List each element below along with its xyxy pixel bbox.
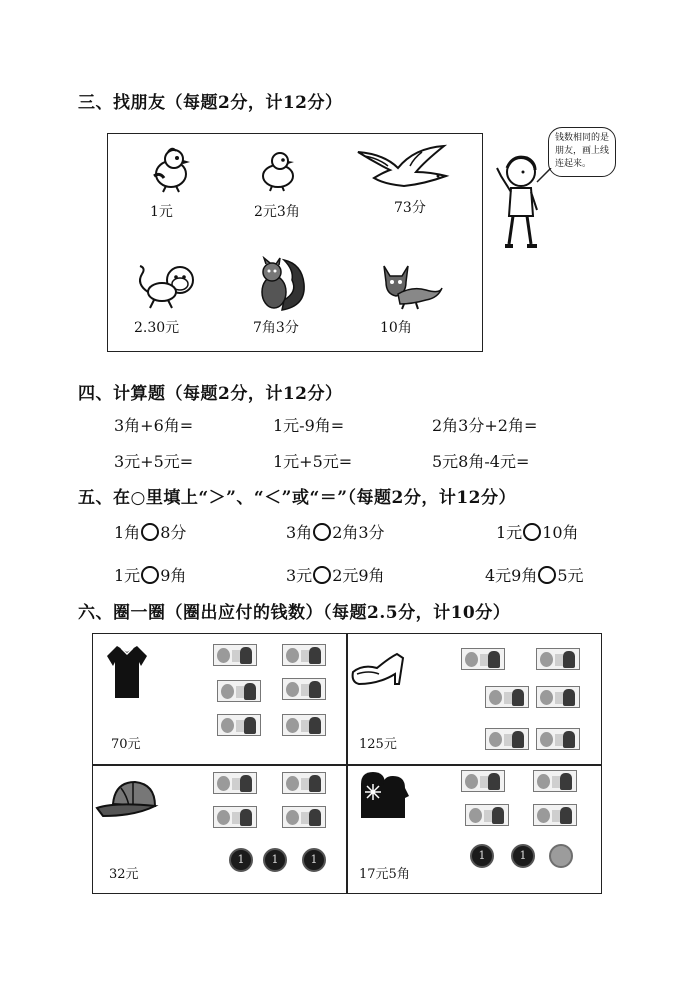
compare-right: 9角	[160, 566, 187, 585]
compare-item-3	[496, 520, 579, 543]
price-label-1: 70元	[111, 737, 141, 752]
compare-right: 10角	[542, 523, 579, 542]
coin-icon[interactable]	[470, 844, 494, 868]
banknote-icon[interactable]	[536, 728, 580, 750]
speech-tail	[535, 168, 553, 184]
chick-icon	[146, 146, 196, 194]
price-label-3: 32元	[109, 867, 139, 882]
compare-right: 5元	[557, 566, 584, 585]
banknote-icon[interactable]	[217, 680, 261, 702]
answer-circle[interactable]	[538, 566, 556, 584]
shoe-icon	[349, 650, 405, 690]
coin-label: 1	[271, 853, 279, 866]
compare-right: 8分	[160, 523, 187, 542]
compare-left: 1元	[496, 523, 523, 542]
animal-label-1: 1元	[150, 204, 173, 220]
animal-label-5: 7角3分	[253, 320, 299, 336]
compare-item-1	[114, 520, 186, 543]
coin-label: 1	[478, 849, 486, 862]
jiao-coin-icon[interactable]	[549, 844, 573, 868]
calc-2-1: 3元+5元=	[114, 452, 194, 471]
animal-label-4: 2.30元	[134, 320, 180, 336]
shirt-icon	[105, 644, 149, 700]
compare-left: 3元	[286, 566, 313, 585]
calc-1-2: 1元-9角=	[273, 416, 345, 435]
banknote-icon[interactable]	[461, 648, 505, 670]
calc-1-1: 3角+6角=	[114, 416, 194, 435]
price-label-2: 125元	[359, 737, 397, 752]
answer-circle[interactable]	[313, 523, 331, 541]
mittens-icon	[355, 770, 411, 820]
coin-label: 1	[310, 853, 318, 866]
coin-label: 1	[237, 853, 245, 866]
compare-left: 1角	[114, 523, 141, 542]
banknote-icon[interactable]	[282, 806, 326, 828]
compare-item-5	[286, 563, 385, 586]
banknote-icon[interactable]	[213, 644, 257, 666]
cat-icon	[376, 260, 446, 310]
banknote-icon[interactable]	[536, 686, 580, 708]
cap-icon	[95, 778, 159, 820]
boy-icon	[495, 150, 545, 252]
compare-left: 1元	[114, 566, 141, 585]
banknote-icon[interactable]	[536, 648, 580, 670]
banknote-icon[interactable]	[485, 728, 529, 750]
animal-label-2: 2元3角	[254, 204, 300, 220]
calc-1-3: 2角3分+2角=	[432, 416, 538, 435]
compare-item-2	[286, 520, 385, 543]
section4-heading: 四、计算题（每题2分，计12分）	[78, 384, 343, 404]
speech-line-3: 连起来。	[555, 159, 592, 169]
price-label-4: 17元5角	[359, 867, 410, 882]
banknote-icon[interactable]	[485, 686, 529, 708]
banknote-icon[interactable]	[217, 714, 261, 736]
calc-2-3: 5元8角-4元=	[432, 452, 530, 471]
coin-icon[interactable]	[229, 848, 253, 872]
money-grid	[92, 633, 602, 894]
banknote-icon[interactable]	[282, 772, 326, 794]
compare-right: 2元9角	[332, 566, 385, 585]
monkey-icon	[134, 262, 200, 310]
banknote-icon[interactable]	[465, 804, 509, 826]
answer-circle[interactable]	[141, 566, 159, 584]
banknote-icon[interactable]	[461, 770, 505, 792]
banknote-icon[interactable]	[282, 644, 326, 666]
coin-icon[interactable]	[302, 848, 326, 872]
animal-label-6: 10角	[380, 320, 412, 336]
grid-divider-h	[93, 764, 601, 766]
banknote-icon[interactable]	[213, 806, 257, 828]
coin-icon[interactable]	[263, 848, 287, 872]
chick-icon	[256, 148, 302, 192]
coin-label: 1	[519, 849, 527, 862]
animal-label-3: 73分	[394, 200, 426, 216]
section3-heading: 三、找朋友（每题2分，计12分）	[78, 93, 343, 113]
compare-item-4	[114, 563, 186, 586]
compare-left: 4元9角	[485, 566, 538, 585]
calc-2-2: 1元+5元=	[273, 452, 353, 471]
banknote-icon[interactable]	[533, 804, 577, 826]
compare-left: 3角	[286, 523, 313, 542]
answer-circle[interactable]	[523, 523, 541, 541]
banknote-icon[interactable]	[213, 772, 257, 794]
banknote-icon[interactable]	[533, 770, 577, 792]
speech-line-1: 钱数相同的是	[555, 133, 610, 143]
section5-heading: 五、在○里填上“＞”、“＜”或“＝”（每题2分，计12分）	[78, 488, 516, 508]
bird-icon	[354, 142, 452, 192]
answer-circle[interactable]	[313, 566, 331, 584]
speech-bubble	[548, 127, 616, 177]
banknote-icon[interactable]	[282, 714, 326, 736]
answer-circle[interactable]	[141, 523, 159, 541]
compare-right: 2角3分	[332, 523, 385, 542]
coin-icon[interactable]	[511, 844, 535, 868]
section6-heading: 六、圈一圈（圈出应付的钱数）（每题2.5分，计10分）	[78, 603, 511, 623]
speech-line-2: 朋友，画上线	[555, 146, 610, 156]
compare-item-6	[485, 563, 584, 586]
banknote-icon[interactable]	[282, 678, 326, 700]
matching-box	[107, 133, 483, 352]
squirrel-icon	[254, 256, 308, 312]
